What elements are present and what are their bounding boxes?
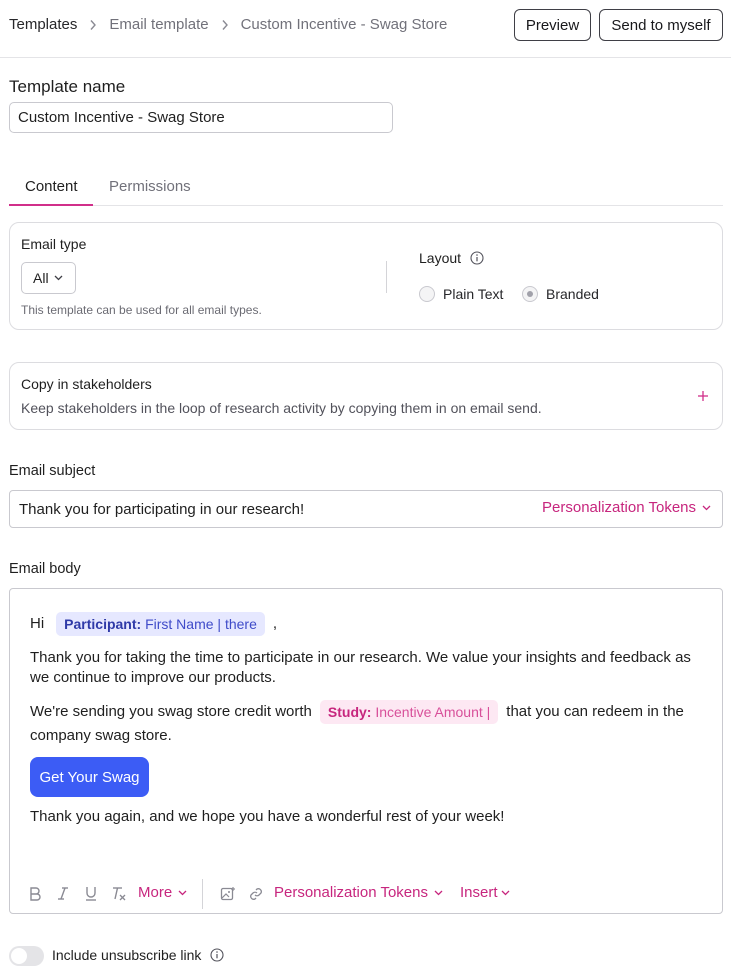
email-subject-input[interactable] — [9, 490, 723, 528]
participant-token-prefix: Participant: — [64, 616, 142, 632]
plain-text-label: Plain Text — [443, 286, 504, 302]
greeting-line — [30, 612, 277, 636]
stakeholders-title: Copy in stakeholders — [21, 376, 152, 392]
chevron-down-icon — [54, 275, 63, 281]
layout-label-row — [419, 250, 484, 266]
email-subject-label: Email subject — [9, 463, 96, 479]
layout-option-plain-text[interactable] — [419, 286, 503, 302]
image-icon[interactable] — [220, 886, 236, 901]
paragraph-1-line-1: Thank you for taking the time to participate in our research. We value your insights and feedback as — [30, 649, 691, 666]
template-name-input[interactable] — [9, 102, 393, 133]
insert-label: Insert — [460, 884, 498, 901]
paragraph-2-line-1 — [30, 700, 684, 724]
radio-plain-text[interactable] — [419, 286, 435, 302]
email-body-editor[interactable] — [9, 588, 723, 914]
greeting-comma: , — [272, 615, 278, 632]
editor-toolbar — [10, 877, 722, 911]
email-type-label: Email type — [21, 236, 87, 252]
chevron-right-icon — [221, 19, 229, 31]
unsubscribe-toggle[interactable] — [9, 946, 44, 966]
chevron-down-icon — [702, 505, 711, 511]
template-name-label: Template name — [9, 77, 126, 96]
tab-bar — [9, 170, 723, 206]
clear-format-icon[interactable] — [111, 886, 126, 901]
layout-label: Layout — [419, 250, 462, 266]
link-icon[interactable] — [248, 886, 264, 902]
layout-option-branded[interactable] — [522, 286, 599, 302]
branded-label: Branded — [546, 286, 599, 302]
more-label: More — [138, 884, 173, 901]
paragraph-2-line-2: company swag store. — [30, 727, 172, 744]
tab-permissions[interactable]: Permissions — [109, 178, 191, 195]
body-personalization-tokens-dropdown[interactable] — [274, 884, 443, 901]
stakeholders-card — [9, 362, 723, 430]
italic-icon[interactable] — [56, 886, 70, 901]
plus-icon[interactable] — [697, 387, 709, 405]
chevron-down-icon — [434, 890, 443, 896]
greeting-text: Hi — [30, 615, 45, 632]
more-dropdown[interactable] — [138, 884, 187, 901]
email-body-label: Email body — [9, 561, 81, 577]
email-type-value: All — [33, 270, 49, 286]
breadcrumb-templates[interactable]: Templates — [9, 16, 78, 33]
tab-content[interactable]: Content — [25, 178, 78, 195]
paragraph-2-end: that you can redeem in the — [506, 703, 684, 720]
underline-icon[interactable] — [84, 886, 98, 901]
paragraph-1-line-2: we continue to improve our products. — [30, 669, 276, 686]
radio-branded[interactable] — [522, 286, 538, 302]
subject-tokens-label: Personalization Tokens — [542, 499, 696, 516]
study-token[interactable] — [320, 700, 498, 724]
bold-icon[interactable] — [28, 886, 42, 901]
breadcrumb-current: Custom Incentive - Swag Store — [240, 16, 448, 33]
breadcrumb-email-template[interactable]: Email template — [109, 16, 209, 33]
email-type-card — [9, 222, 723, 330]
get-your-swag-button[interactable]: Get Your Swag — [30, 757, 149, 797]
chevron-down-icon — [178, 890, 187, 896]
info-icon[interactable] — [210, 948, 224, 962]
email-type-hint: This template can be used for all email types. — [21, 303, 262, 317]
chevron-down-icon — [501, 890, 510, 896]
send-to-myself-button[interactable]: Send to myself — [599, 9, 723, 41]
info-icon[interactable] — [470, 251, 484, 265]
unsubscribe-row — [52, 947, 224, 963]
chevron-right-icon — [89, 19, 97, 31]
divider — [386, 261, 387, 293]
unsubscribe-label: Include unsubscribe link — [52, 947, 202, 963]
participant-token[interactable] — [56, 612, 265, 636]
closing-line: Thank you again, and we hope you have a wonderful rest of your week! — [30, 808, 505, 825]
paragraph-2-start: We're sending you swag store credit worth — [30, 703, 312, 720]
toolbar-divider — [202, 879, 203, 909]
study-token-value: Incentive Amount | — [375, 704, 491, 720]
top-bar — [0, 0, 731, 58]
preview-button[interactable]: Preview — [514, 9, 591, 41]
email-subject-value: Thank you for participating in our research! — [19, 501, 305, 518]
insert-dropdown[interactable] — [460, 884, 510, 901]
body-tokens-label: Personalization Tokens — [274, 884, 428, 901]
study-token-prefix: Study: — [327, 704, 372, 720]
subject-personalization-tokens-dropdown[interactable] — [542, 499, 711, 516]
breadcrumb — [9, 16, 447, 33]
stakeholders-description: Keep stakeholders in the loop of research activity by copying them in on email send. — [21, 400, 542, 416]
participant-token-value: First Name | there — [145, 616, 257, 632]
active-tab-indicator — [9, 204, 93, 206]
email-type-select[interactable] — [21, 262, 76, 294]
